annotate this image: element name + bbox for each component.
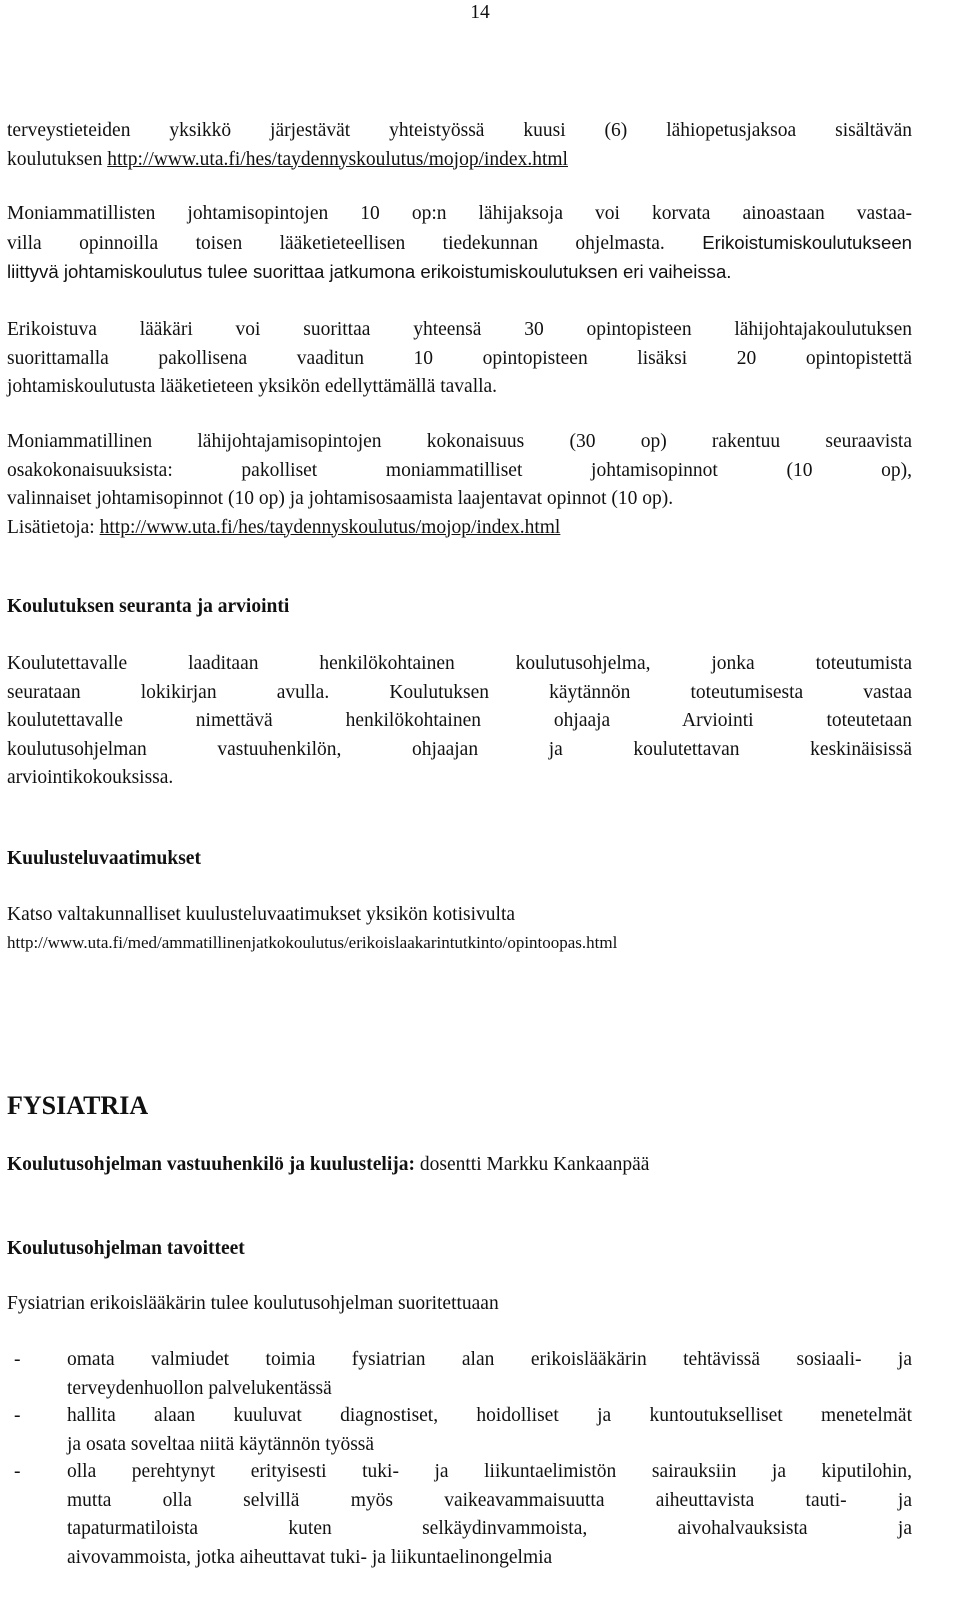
text-line [7,146,912,175]
text-line: olla perehtynyt erityisesti tuki- ja liikuntaelimistön sairauksiin ja kiputilohin, [67,1461,912,1482]
text-line: terveystieteiden yksikkö järjestävät yhteistyössä kuusi (6) lähiopetusjaksoa sisältävän [7,120,912,141]
text-line: koulutusohjelman vastuuhenkilön, ohjaajan ja koulutettavan keskinäisissä [7,738,912,760]
text-line: hallita alaan kuuluvat diagnostiset, hoidolliset ja kuntoutukselliset menetelmät [67,1405,912,1426]
paragraph-training-intro [7,117,912,174]
text-line: Koulutettavalle laaditaan henkilökohtainen koulutusohjelma, jonka toteutumista [7,653,912,674]
text-line: terveydenhuollon palvelukentässä [67,1377,332,1399]
list-item-body [67,1458,912,1572]
text-line: liittyvä johtamiskoulutus tulee suorittaa jatkumona erikoistumiskoulutuksen eri vaiheissa. [7,261,732,282]
section-heading-kuulustelu: Kuulusteluvaatimukset [7,848,201,869]
text-line: Erikoistuva lääkäri voi suorittaa yhteensä 30 opintopisteen lähijohtajakoulutuksen [7,319,912,340]
text-line: johtamiskoulutusta lääketieteen yksikön edellyttämällä tavalla. [7,376,498,397]
text-fragment: villa opinnoilla toisen lääketieteellisen tiedekunnan ohjelmasta. [7,232,665,254]
list-item-body [67,1346,912,1403]
text-line: osakokonaisuuksista: pakolliset moniammatilliset johtamisopinnot (10 op), [7,459,912,481]
text-fragment: Lisätietoja: [7,516,100,538]
goals-intro: Fysiatrian erikoislääkärin tulee koulutusohjelman suoritettuaan [7,1293,499,1314]
text-line: arviointikokouksissa. [7,767,174,788]
responsible-value: dosentti Markku Kankaanpää [414,1154,650,1175]
mojop-link[interactable]: http://www.uta.fi/hes/taydennyskoulutus/mojop/index.html [99,516,561,538]
text-line: mutta olla selvillä myös vaikeavammaisuutta aiheuttavista tauti- ja [67,1489,912,1511]
text-line: Moniammatillisten johtamisopintojen 10 op:n lähijaksoja voi korvata ainoastaan vastaa- [7,203,912,224]
responsible-label: Koulutusohjelman vastuuhenkilö ja kuulustelija: [7,1154,415,1175]
paragraph-leadership-substitution [7,200,912,287]
kuulustelu-text: Katso valtakunnalliset kuulusteluvaatimukset yksikön kotisivulta [7,904,516,925]
text-line: koulutettavalle nimettävä henkilökohtainen ohjaaja Arviointi toteutetaan [7,710,912,731]
text-line [7,514,912,543]
list-item-body [67,1402,912,1459]
text-line: omata valmiudet toimia fysiatrian alan erikoislääkärin tehtävissä sosiaali- ja [67,1349,912,1370]
responsible-person [7,1151,649,1179]
list-dash: - [14,1405,21,1426]
opintoopas-url[interactable]: http://www.uta.fi/med/ammatillinenjatkokoulutus/erikoislaakarintutkinto/opintoopas.html [7,933,618,952]
text-line: seurataan lokikirjan avulla. Koulutuksen käytännön toteutumisesta vastaa [7,681,912,703]
specialty-title: FYSIATRIA [7,1091,149,1120]
text-line [7,229,912,259]
mojop-link[interactable]: http://www.uta.fi/hes/taydennyskoulutus/mojop/index.html [107,148,568,170]
paragraph-credits [7,316,912,402]
text-fragment: koulutuksen [7,148,108,170]
text-line: ja osata soveltaa niitä käytännön työssä [67,1433,375,1455]
text-fragment: Erikoistumiskoulutukseen [702,231,913,253]
list-dash: - [14,1349,21,1370]
section-heading-goals: Koulutusohjelman tavoitteet [7,1238,245,1259]
text-line: aivovammoista, jotka aiheuttavat tuki- ja liikuntaelinongelmia [67,1546,553,1568]
page-number: 14 [470,2,490,23]
section-heading-seuranta: Koulutuksen seuranta ja arviointi [7,596,290,617]
paragraph-seuranta [7,650,912,793]
text-line: tapaturmatiloista kuten selkäydinvammoista, aivohalvauksista ja [67,1518,912,1539]
text-line: Moniammatillinen lähijohtajamisopintojen kokonaisuus (30 op) rakentuu seuraavista [7,431,912,452]
text-line: valinnaiset johtamisopinnot (10 op) ja johtamisosaamista laajentavat opinnot (10 op). [7,488,674,509]
list-dash: - [14,1461,21,1482]
text-line: suorittamalla pakollisena vaaditun 10 opintopisteen lisäksi 20 opintopistettä [7,347,912,369]
paragraph-study-structure [7,428,912,542]
